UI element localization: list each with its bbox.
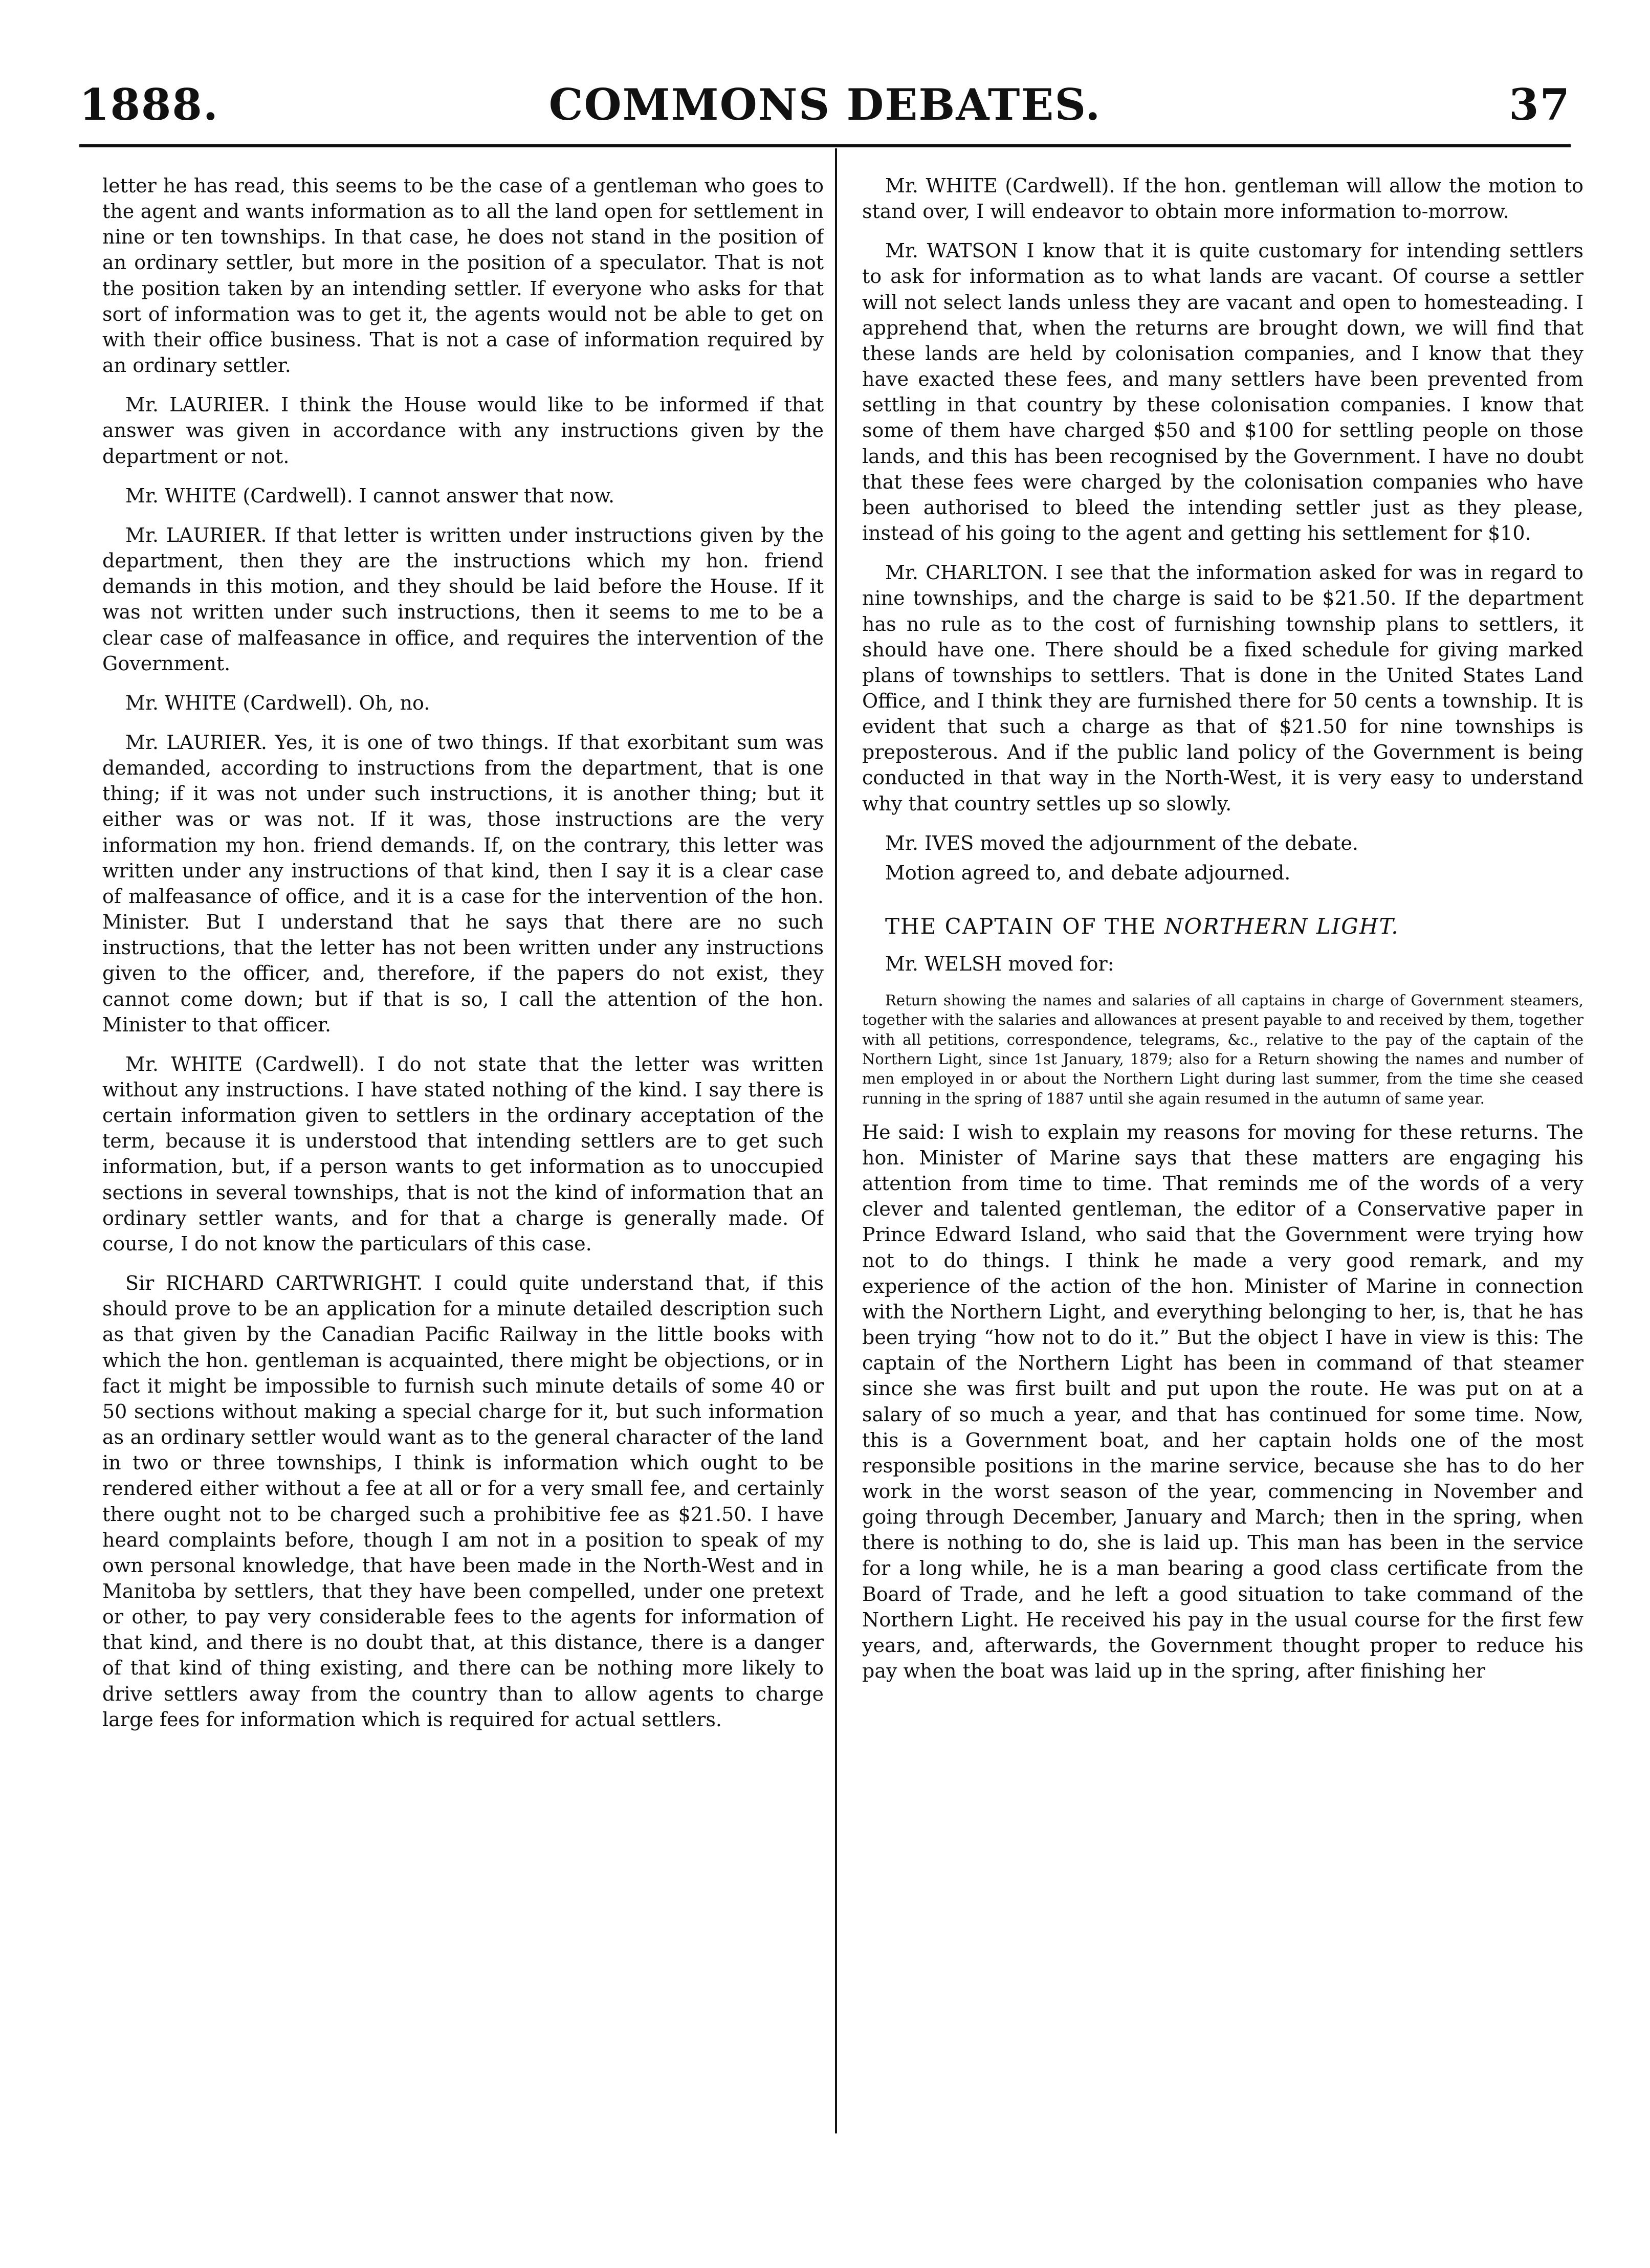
paragraph: letter he has read, this seems to be the case of a gentleman who goes to the agent and wants information as to all the land open for settlement in nine or ten townships. In that case, he does not stand in the position of an ordinary settler, but more in the position of a speculator. That is not the position taken by an intending settler. If everyone who asks for that sort of information was to get it, the agents would not be able to get on with their office business. That is not a case of information required by an ordinary settler.	[102, 174, 824, 377]
paragraph: Mr. IVES moved the adjournment of the debate.	[885, 831, 1359, 854]
motion-text: Return showing the names and salaries of all captains in charge of Government steamers, together with the salaries and allowances at present payable to and received by them, together with all petitions, correspondence, telegrams, &c., relative to the pay of the captain of the Northern Light, since 1st January, 1879; also for a Return showing the names and number of men employed in or about the Northern Light during last summer, from the time she ceased running in the spring of 1887 until she again resumed in the autumn of same year.	[862, 992, 1583, 1107]
paragraph: Mr. WATSON I know that it is quite customary for intending settlers to ask for information as to what lands are vacant. Of course a settler will not select lands unless they are vacant and open to homesteading. I apprehend that, when the returns are brought down, we will find that these lands are held by colonisation companies, and I know that they have exacted these fees, and many settlers have been prevented from settling in that country by these colonisation companies. I know that some of them have charged $50 and $100 for settling people on those lands, and this has been recognised by the Government. I have no doubt that these fees were charged by the colonisation companies who have been authorised to bleed the intending settler just as they please, instead of his going to the agent and getting his settlement for $10.	[862, 239, 1583, 545]
paragraph: Mr. CHARLTON. I see that the information asked for was in regard to nine townships, and the charge is said to be $21.50. If the department has no rule as to the cost of furnishing township plans to settlers, it should have one. There should be a fixed schedule for giving marked plans of townships to settlers. That is done in the United States Land Office, and I think they are furnished there for 50 cents a township. It is evident that such a charge as that of $21.50 for nine townships is preposterous. And if the public land policy of the Government is being conducted in that way in the North-West, it is very easy to understand why that country settles up so slowly.	[862, 561, 1583, 815]
paragraph: Mr. LAURIER. I think the House would like to be informed if that answer was given in accordance with any instructions given by the department or not.	[102, 393, 824, 468]
header-title: COMMONS DEBATES.	[548, 79, 1102, 130]
header-rule	[79, 144, 1571, 147]
paragraph: Mr. WHITE (Cardwell). Oh, no.	[125, 691, 430, 714]
paragraph: Mr. LAURIER. If that letter is written under instructions given by the department, then they are the instructions which my hon. friend demands in this motion, and they should be laid before the House. If it was not written under such instructions, then it seems to me to be a clear case of malfeasance in office, and requires the intervention of the Government.	[102, 523, 824, 675]
paragraph: Mr. WHITE (Cardwell). I cannot answer that now.	[125, 484, 615, 507]
page-header	[79, 77, 1571, 136]
paragraph: Mr. WHITE (Cardwell). If the hon. gentleman will allow the motion to stand over, I will endeavor to obtain more information to-morrow.	[862, 174, 1583, 223]
paragraph: Motion agreed to, and debate adjourned.	[885, 861, 1291, 884]
paragraph: Sir RICHARD CARTWRIGHT. I could quite understand that, if this should prove to be an application for a minute detailed description such as that given by the Canadian Pacific Railway in the little books with which the hon. gentleman is acquainted, there might be objections, or in fact it might be impossible to furnish such minute details of some 40 or 50 sections without making a special charge for it, but such information as an ordinary settler would want as to the general character of the land in two or three townships, I think is information which ought to be rendered either without a fee at all or for a very small fee, and certainly there ought not to be charged such a prohibitive fee as $21.50. I have heard complaints before, though I am not in a position to speak of my own personal knowledge, that have been made in the North-West and in Manitoba by settlers, that they have been compelled, under one pretext or other, to pay very considerable fees to the agents for information of that kind, and there is no doubt that, at this distance, there is a danger of that kind of thing existing, and there can be nothing more likely to drive settlers away from the country than to allow agents to charge large fees for information which is required for actual settlers.	[102, 1272, 824, 1731]
section-heading	[862, 914, 1583, 939]
header-year: 1888.	[79, 79, 219, 130]
paragraph: Mr. LAURIER. Yes, it is one of two things. If that exorbitant sum was demanded, according to instructions from the department, that is one thing; if it was not under such instructions, it is another thing; but it either was or was not. If it was, those instructions are the very information my hon. friend demands. If, on the contrary, this letter was written under any instructions of that kind, then I say it is a clear case of malfeasance of office, and it is a case for the intervention of the hon. Minister. But I understand that he says that there are no such instructions, that the letter has not been written under any instructions given to the officer, and, therefore, if the papers do not exist, they cannot come down; but if that is so, I call the attention of the hon. Minister to that officer.	[102, 731, 824, 1036]
left-column	[102, 173, 824, 1746]
paragraph: Mr. WHITE (Cardwell). I do not state that the letter was written without any instructions. I have stated nothing of the kind. I say there is certain information given to settlers in the ordinary acceptation of the term, because it is understood that intending settlers are to get such information, but, if a person wants to get information as to unoccupied sections in several townships, that is not the kind of information that an ordinary settler wants, and for that a charge is generally made. Of course, I do not know the particulars of this case.	[102, 1052, 824, 1255]
heading-prefix: THE CAPTAIN OF THE	[885, 914, 1157, 939]
page-number: 37	[1509, 79, 1571, 130]
motion-intro: Mr. WELSH moved for:	[885, 953, 1114, 976]
column-divider	[835, 148, 837, 2133]
right-column	[862, 173, 1583, 1698]
paragraph: He said: I wish to explain my reasons for moving for these returns. The hon. Minister of Marine says that these matters are engaging his attention from time to time. That reminds me of the words of a very clever and talented gentleman, the editor of a Conservative paper in Prince Edward Island, who said that the Government were trying how not to do things. I think he made a very good remark, and my experience of the action of the hon. Minister of Marine in connection with the Northern Light, and everything belonging to her, is, that he has been trying “how not to do it.” But the object I have in view is this: The captain of the Northern Light has been in command of that steamer since she was first built and put upon the route. He was put on at a salary of so much a year, and that has continued for some time. Now, this is a Government boat, and her captain holds one of the most responsible positions in the marine service, because she has to do her work in the worst season of the year, commencing in November and going through December, January and March; then in the spring, when there is nothing to do, she is laid up. This man has been in the service for a long while, he is a man bearing a good class certificate from the Board of Trade, and he left a good situation to take command of the Northern Light. He received his pay in the usual course for the first few years, and, afterwards, the Government thought proper to reduce his pay when the boat was laid up in the spring, after finishing her	[862, 1120, 1583, 1683]
heading-ship-name: NORTHERN LIGHT.	[1164, 914, 1399, 939]
